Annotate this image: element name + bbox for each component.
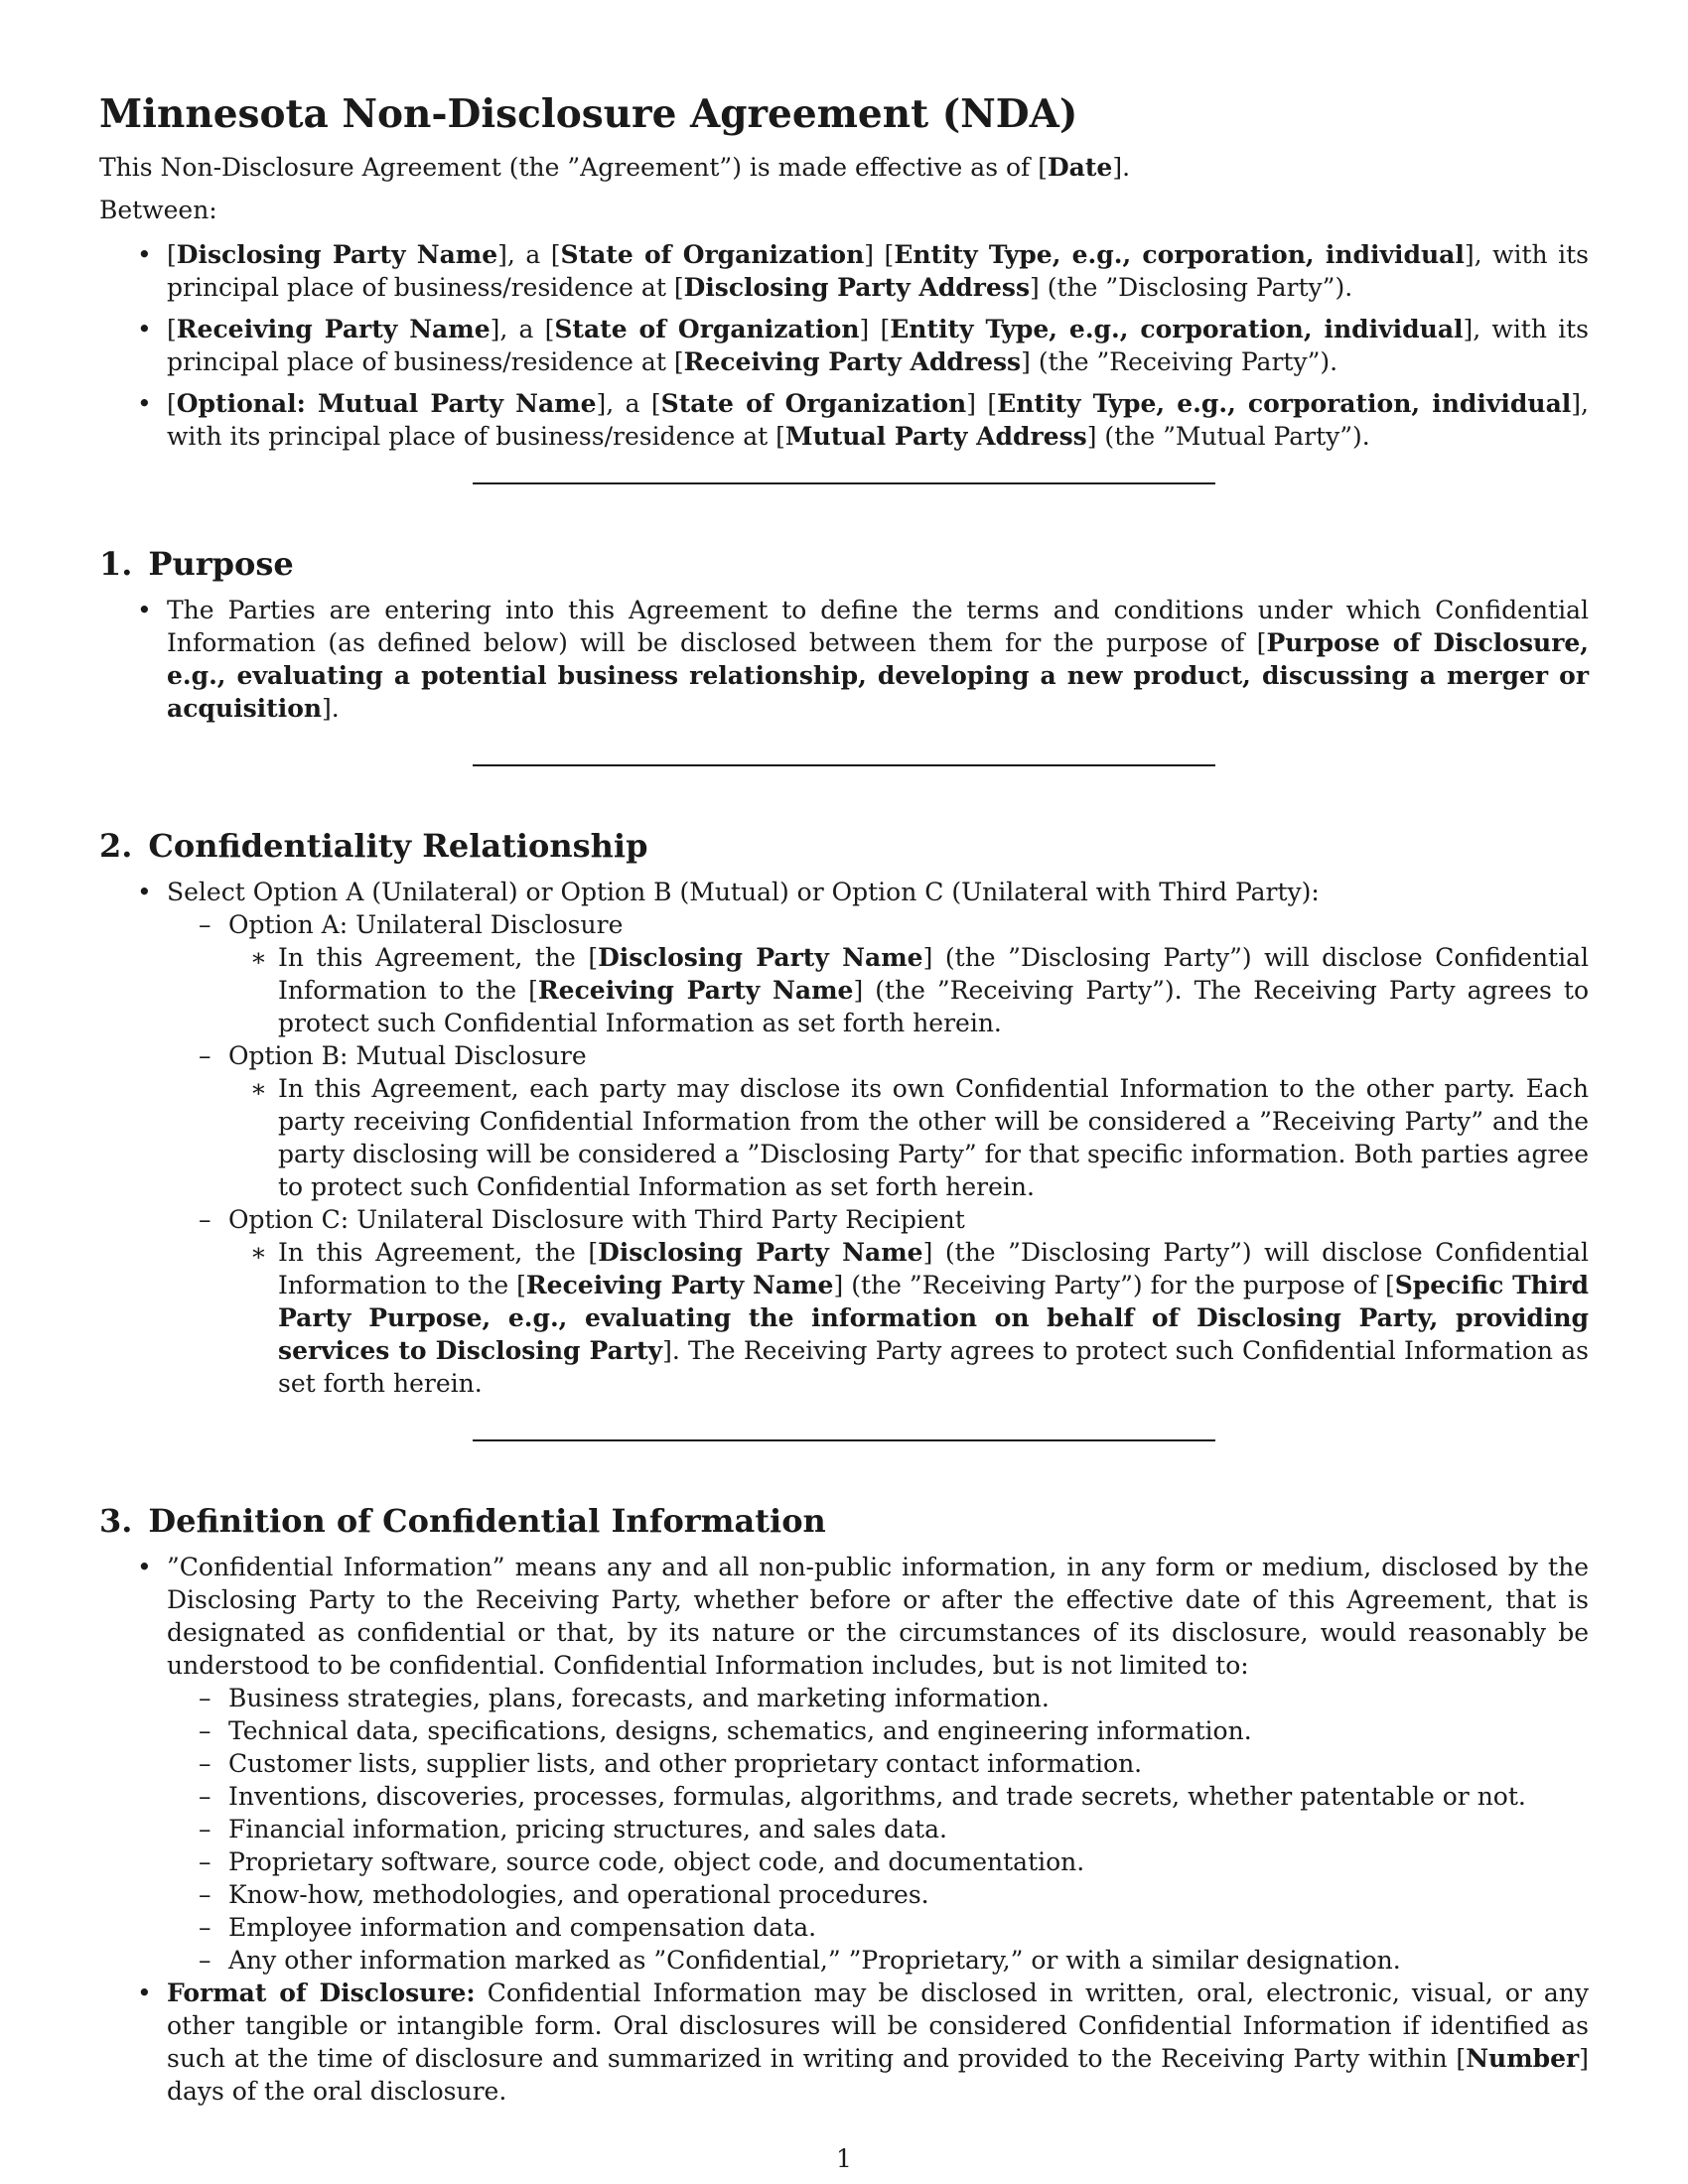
list-item: – Financial information, pricing structures, and sales data. [167,1813,1589,1845]
section-divider [473,764,1215,766]
list-item: – Employee information and compensation data. [167,1911,1589,1944]
document-title: Minnesota Non-Disclosure Agreement (NDA) [99,91,1078,137]
list-item: – Technical data, specifications, designs, schematics, and engineering information. [167,1714,1589,1747]
confidential-info-examples [167,1682,1589,1977]
relationship-list [99,876,1589,1400]
party-item-disclosing: • [Disclosing Party Name], a [State of Organization] [Entity Type, e.g., corporation, individual], with its principal place of business/residence at [Disclosing Party Address] (the ”Disclosing Party”). [99,238,1589,304]
option-c-text: ∗ In this Agreement, the [Disclosing Party Name] (the ”Disclosing Party”) will disclose Confidential Information to the [Receiving Party Name] (the ”Receiving Party”) for the purpose of [Specific Third Party Purpose, e.g., evaluating the information on behalf of Disclosing Party, providing services to Disclosing Party]. The Receiving Party agrees to protect such Confidential Information as set forth herein. [228,1236,1589,1400]
option-c-item: – Option C: Unilateral Disclosure with Third Party Recipient ∗ In this Agreement, the [Disclosing Party Name] (the ”Disclosing Party”) will disclose Confidential Information to the [Receiving Party Name] (the ”Receiving Party”) for the purpose of [Specific Third Party Purpose, e.g., evaluating the information on behalf of Disclosing Party, providing services to Disclosing Party]. The Receiving Party agrees to protect such Confidential Information as set forth herein. [167,1203,1589,1400]
options-list [167,908,1589,1400]
definition-item: • ”Confidential Information” means any and all non-public information, in any form or medium, disclosed by the Disclosing Party to the Receiving Party, whether before or after the effective date of this Agreement, that is designated as confidential or that, by its nature or the circumstances of its disclosure, would reasonably be understood to be confidential. Confidential Information includes, but is not limited to: – Business strategies, plans, forecasts, and marketing information. – Technical data, specifications, designs, schematics, and engineering information. – Customer lists, supplier lists, and other proprietary contact information. – Inventions, discoveries, processes, formulas, algorithms, and trade secrets, whether patentable or not. – Financial information, pricing structures, and sales data. – Proprietary software, source code, object code, and documentation. – Know-how, methodologies, and operational procedures. – Employee information and compensation data. – Any other information marked as ”Confidential,” ”Proprietary,” or with a similar designation. [99,1551,1589,1977]
list-item: – Any other information marked as ”Confidential,” ”Proprietary,” or with a similar designation. [167,1944,1589,1977]
select-option-item: • Select Option A (Unilateral) or Option B (Mutual) or Option C (Unilateral with Third Party): – Option A: Unilateral Disclosure ∗ In this Agreement, the [Disclosing Party Name] (the ”Disclosing Party”) will disclose Confidential Information to the [Receiving Party Name] (the ”Receiving Party”). The Receiving Party agrees to protect such Confidential Information as set forth herein. – Option B: Mutual Disclosure ∗ In this Agreement, each party may disclose its own Confidential Information to the other party. Each party receiving Confidential Information from the other will be considered a ”Receiving Party” and the party disclosing will be considered a ”Disclosing Party” for that specific information. Both parties agree to protect such Confidential Information as set forth herein. – Option C: Unilateral Disclosure with Third Party Recipient ∗ In this Agreement, the [Disclosing Party Name] (the ”Disclosing Party”) will disclose Confidential Information to the [Receiving Party Name] (the ”Receiving Party”) for the purpose of [Specific Third Party Purpose, e.g., evaluating the information on behalf of Disclosing Party, providing services to Disclosing Party]. The Receiving Party agrees to protect such Confidential Information as set forth herein. [99,876,1589,1400]
document-page [99,89,1589,2108]
section-heading-purpose: 1. Purpose [99,545,294,583]
purpose-list [99,594,1589,725]
list-item: – Know-how, methodologies, and operational procedures. [167,1878,1589,1911]
party-item-receiving: • [Receiving Party Name], a [State of Organization] [Entity Type, e.g., corporation, individual], with its principal place of business/residence at [Receiving Party Address] (the ”Receiving Party”). [99,313,1589,378]
section-heading-confidentiality-relationship: 2. Confidentiality Relationship [99,827,648,865]
purpose-item: • The Parties are entering into this Agreement to define the terms and conditions under which Confidential Information (as defined below) will be disclosed between them for the purpose of [Purpose of Disclosure, e.g., evaluating a potential business relationship, developing a new product, discussing a merger or acquisition]. [99,594,1589,725]
intro-paragraph: This Non-Disclosure Agreement (the ”Agreement”) is made effective as of [Date]. [99,153,1131,182]
option-a-item: – Option A: Unilateral Disclosure ∗ In this Agreement, the [Disclosing Party Name] (the ”Disclosing Party”) will disclose Confidential Information to the [Receiving Party Name] (the ”Receiving Party”). The Receiving Party agrees to protect such Confidential Information as set forth herein. [167,908,1589,1039]
parties-list [99,238,1589,453]
list-item: – Proprietary software, source code, object code, and documentation. [167,1845,1589,1878]
list-item: – Business strategies, plans, forecasts, and marketing information. [167,1682,1589,1714]
party-item-mutual: • [Optional: Mutual Party Name], a [State of Organization] [Entity Type, e.g., corporation, individual], with its principal place of business/residence at [Mutual Party Address] (the ”Mutual Party”). [99,387,1589,453]
list-item: – Customer lists, supplier lists, and other proprietary contact information. [167,1747,1589,1780]
section-heading-definition: 3. Definition of Confidential Information [99,1502,826,1540]
section-divider [473,1439,1215,1441]
format-of-disclosure-item: • Format of Disclosure: Confidential Information may be disclosed in written, oral, electronic, visual, or any other tangible or intangible form. Oral disclosures will be considered Confidential Information if identified as such at the time of disclosure and summarized in writing and provided to the Receiving Party within [Number] days of the oral disclosure. [99,1977,1589,2108]
option-a-text: ∗ In this Agreement, the [Disclosing Party Name] (the ”Disclosing Party”) will disclose Confidential Information to the [Receiving Party Name] (the ”Receiving Party”). The Receiving Party agrees to protect such Confidential Information as set forth herein. [228,941,1589,1039]
list-item: – Inventions, discoveries, processes, formulas, algorithms, and trade secrets, whether patentable or not. [167,1780,1589,1813]
option-b-text: ∗ In this Agreement, each party may disclose its own Confidential Information to the other party. Each party receiving Confidential Information from the other will be considered a ”Receiving Party” and the party disclosing will be considered a ”Disclosing Party” for that specific information. Both parties agree to protect such Confidential Information as set forth herein. [228,1072,1589,1203]
between-label: Between: [99,196,217,224]
option-b-item: – Option B: Mutual Disclosure ∗ In this Agreement, each party may disclose its own Confidential Information to the other party. Each party receiving Confidential Information from the other will be considered a ”Receiving Party” and the party disclosing will be considered a ”Disclosing Party” for that specific information. Both parties agree to protect such Confidential Information as set forth herein. [167,1039,1589,1203]
page-number: 1 [836,2144,852,2173]
definition-list [99,1551,1589,2108]
section-divider [473,482,1215,484]
date-field: Date [1047,153,1113,182]
